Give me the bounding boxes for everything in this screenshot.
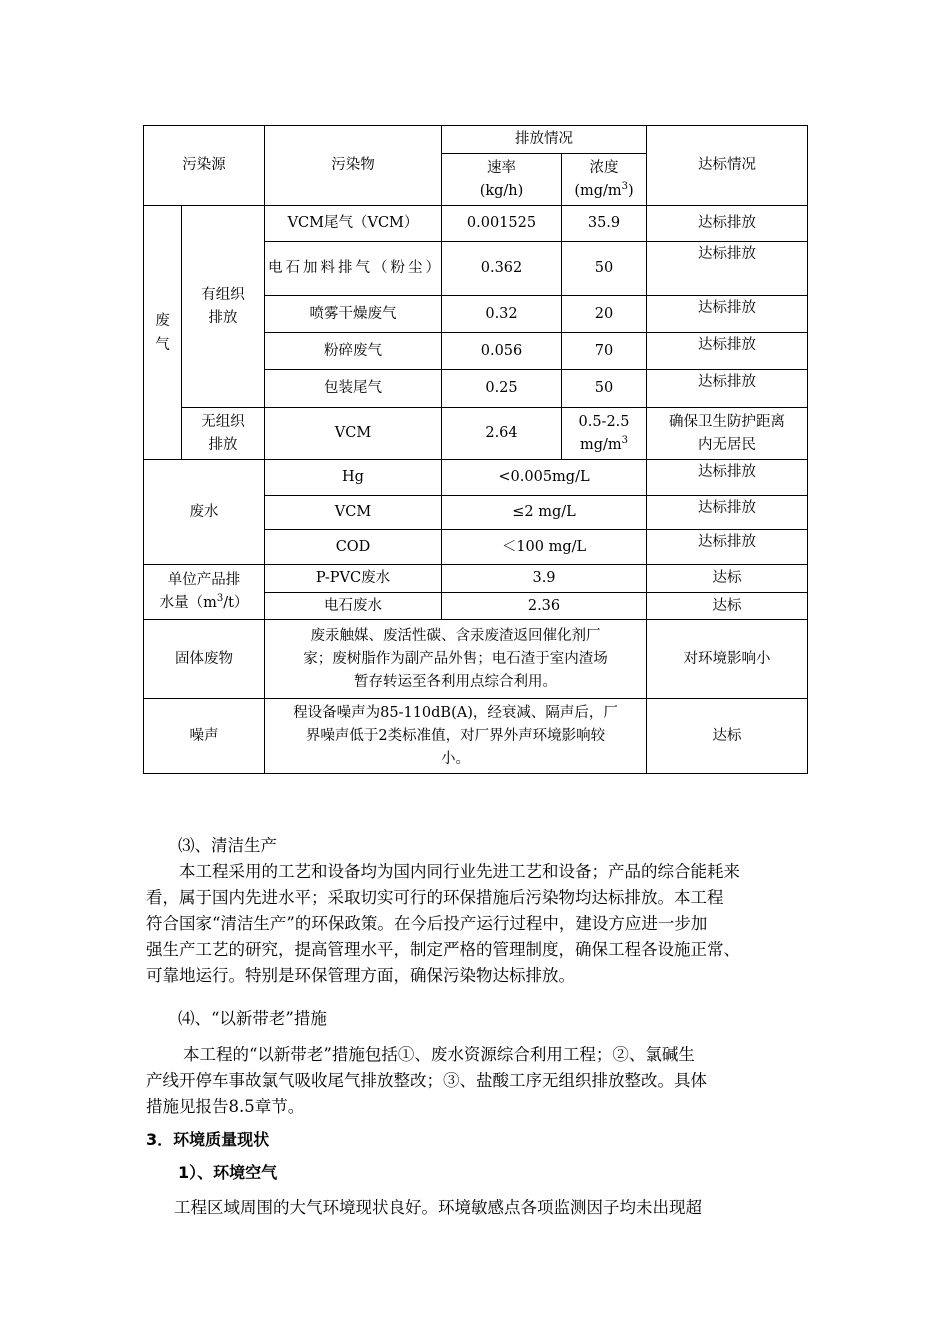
pollutant-cell: COD <box>265 530 442 565</box>
rate-cell: 0.25 <box>442 370 562 408</box>
pollutant-cell: 电石废水 <box>265 593 442 620</box>
status-cell: 达标排放 <box>647 206 808 242</box>
table-row <box>144 460 808 496</box>
status-cell: 对环境影响小 <box>647 620 808 699</box>
table-row <box>144 408 808 460</box>
value-cell: ≤2 mg/L <box>442 496 647 530</box>
value-cell: ＜100 mg/L <box>442 530 647 565</box>
status-cell: 确保卫生防护距离 内无居民 <box>647 408 808 460</box>
status-cell: 达标排放 <box>647 333 808 370</box>
rate-cell: 0.32 <box>442 296 562 333</box>
rate-cell: 2.64 <box>442 408 562 460</box>
last-line: 工程区域周围的大气环境现状良好。环境敏感点各项监测因子均未出现超 <box>174 1198 702 1217</box>
pollutant-cell: 喷雾干燥废气 <box>265 296 442 333</box>
status-cell: 达标 <box>647 699 808 774</box>
pollutant-cell: 粉碎废气 <box>265 333 442 370</box>
waste-gas-label: 废 气 <box>144 206 182 460</box>
value-cell: 2.36 <box>442 593 647 620</box>
section4-body: 本工程的“以新带老”措施包括①、废水资源综合利用工程；②、氯碱生 产线开停车事故氯气吸收尾气排放整改；③、盐酸工序无组织排放整改。具体 措施见报告8.5章节。 <box>146 1045 707 1116</box>
status-cell: 达标排放 <box>647 460 808 496</box>
rate-cell: 0.001525 <box>442 206 562 242</box>
pollutant-cell: 包装尾气 <box>265 370 442 408</box>
pollutant-cell: 电石加料排气（粉尘） <box>265 242 442 296</box>
heading-3: 3．环境质量现状 <box>146 1130 270 1149</box>
pollutant-cell: Hg <box>265 460 442 496</box>
heading-3-1: 1）、环境空气 <box>178 1163 278 1182</box>
header-source: 污染源 <box>144 126 265 206</box>
noise-label: 噪声 <box>144 699 265 774</box>
table-row <box>144 699 808 774</box>
status-cell: 达标排放 <box>647 530 808 565</box>
organized-label: 有组织 排放 <box>182 206 265 408</box>
solid-waste-label: 固体废物 <box>144 620 265 699</box>
wastewater-label: 废水 <box>144 460 265 565</box>
pollution-table <box>143 125 808 774</box>
status-cell: 达标 <box>647 565 808 593</box>
status-cell: 达标 <box>647 593 808 620</box>
header-rate: 速率 (kg/h) <box>442 154 562 206</box>
header-emission: 排放情况 <box>442 126 647 154</box>
table-row <box>144 565 808 593</box>
unit-discharge-label: 单位产品排 水量（m$^3$/t） <box>144 565 265 620</box>
conc-cell: 50 <box>562 242 647 296</box>
pollutant-cell: VCM <box>265 408 442 460</box>
header-compliance: 达标情况 <box>647 126 808 206</box>
pollutant-cell: P-PVC废水 <box>265 565 442 593</box>
value-cell: 3.9 <box>442 565 647 593</box>
pollutant-cell: VCM <box>265 496 442 530</box>
header-concentration: 浓度 (mg/m$^3$) <box>562 154 647 206</box>
conc-cell: 70 <box>562 333 647 370</box>
rate-cell: 0.056 <box>442 333 562 370</box>
value-cell: <0.005mg/L <box>442 460 647 496</box>
status-cell: 达标排放 <box>647 242 808 296</box>
header-pollutant: 污染物 <box>265 126 442 206</box>
unorganized-label: 无组织 排放 <box>182 408 265 460</box>
table-row <box>144 206 808 242</box>
solid-waste-desc: 废汞触媒、废活性碳、含汞废渣返回催化剂厂 家；废树脂作为副产品外售；电石渣于室内渣场 暂存转运至各利用点综合利用。 <box>265 620 647 699</box>
status-cell: 达标排放 <box>647 296 808 333</box>
section3-body: 本工程采用的工艺和设备均为国内同行业先进工艺和设备；产品的综合能耗来 看，属于国内先进水平；采取切实可行的环保措施后污染物均达标排放。本工程 符合国家“清洁生产”的环保政策。在今后投产运行过程中，建设方应进一步加 强生产工艺的研究，提高管理水平，制定严格的管理制度，确保工程各设施正常、 可靠地运行。特别是环保管理方面，确保污染物达标排放。 <box>146 862 740 985</box>
status-cell: 达标排放 <box>647 496 808 530</box>
rate-cell: 0.362 <box>442 242 562 296</box>
section4-heading: ⑷、“以新带老”措施 <box>178 1009 327 1028</box>
conc-cell: 0.5-2.5 mg/m$^3$ <box>562 408 647 460</box>
table-row <box>144 620 808 699</box>
conc-cell: 35.9 <box>562 206 647 242</box>
conc-cell: 50 <box>562 370 647 408</box>
status-cell: 达标排放 <box>647 370 808 408</box>
pollutant-cell: VCM尾气（VCM） <box>265 206 442 242</box>
noise-desc: 程设备噪声为85-110dB(A)，经衰减、隔声后，厂 界噪声低于2类标准值，对厂界外声环境影响较 小。 <box>265 699 647 774</box>
conc-cell: 20 <box>562 296 647 333</box>
section3-heading: ⑶、清洁生产 <box>178 836 277 855</box>
